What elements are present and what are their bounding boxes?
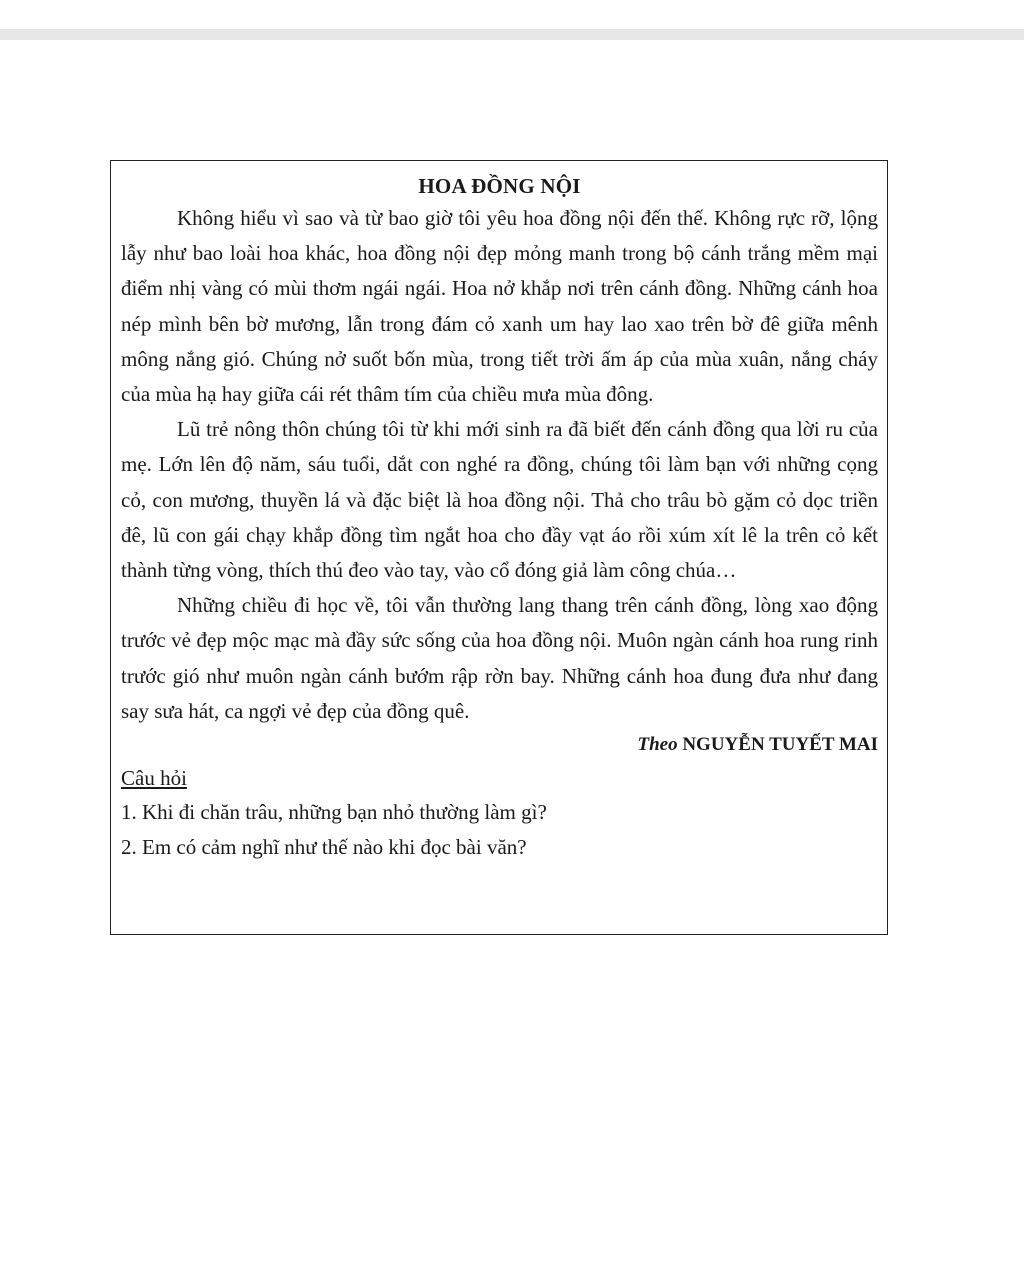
source-author: NGUYỄN TUYẾT MAI bbox=[682, 734, 878, 756]
top-bar bbox=[0, 29, 1024, 40]
passage-paragraph-2: Lũ trẻ nông thôn chúng tôi từ khi mới sinh ra đã biết đến cánh đồng qua lời ru của mẹ. Lớn lên độ năm, sáu tuổi, dắt con nghé ra đồng, chúng tôi làm bạn với những cọng cỏ, con mương, thuyền lá và đặc biệt là hoa đồng nội. Thả cho trâu bò gặm cỏ dọc triền đê, lũ con gái chạy khắp đồng tìm ngắt hoa cho đầy vạt áo rồi xúm xít lê la trên cỏ kết thành từng vòng, thích thú đeo vào tay, vào cổ đóng giả làm công chúa… bbox=[121, 417, 878, 583]
reading-passage-box bbox=[110, 160, 888, 935]
passage-paragraph-1: Không hiểu vì sao và từ bao giờ tôi yêu hoa đồng nội đến thế. Không rực rỡ, lộng lẫy như bao loài hoa khác, hoa đồng nội đẹp mỏng manh trong bộ cánh trắng mềm mại điểm nhị vàng có mùi thơm ngái ngái. Hoa nở khắp nơi trên cánh đồng. Những cánh hoa nép mình bên bờ mương, lẫn trong đám cỏ xanh um hay lao xao trên bờ đê giữa mênh mông nắng gió. Chúng nở suốt bốn mùa, trong tiết trời ấm áp của mùa xuân, nắng cháy của mùa hạ hay giữa cái rét thâm tím của chiều mưa mùa đông. bbox=[121, 206, 878, 407]
passage-paragraph-3: Những chiều đi học về, tôi vẫn thường lang thang trên cánh đồng, lòng xao động trước vẻ đẹp mộc mạc mà đầy sức sống của hoa đồng nội. Muôn ngàn cánh hoa rung rinh trước gió như muôn ngàn cánh bướm rập rờn bay. Những cánh hoa đung đưa như đang say sưa hát, ca ngợi vẻ đẹp của đồng quê. bbox=[121, 593, 878, 723]
question-2: 2. Em có cảm nghĩ như thế nào khi đọc bài văn? bbox=[121, 835, 527, 860]
passage-source bbox=[121, 729, 878, 761]
question-1: 1. Khi đi chăn trâu, những bạn nhỏ thường làm gì? bbox=[121, 800, 547, 825]
passage-title: HOA ĐỒNG NỘI bbox=[418, 174, 581, 198]
questions-heading: Câu hỏi bbox=[121, 766, 187, 791]
source-prefix: Theo bbox=[637, 734, 678, 756]
